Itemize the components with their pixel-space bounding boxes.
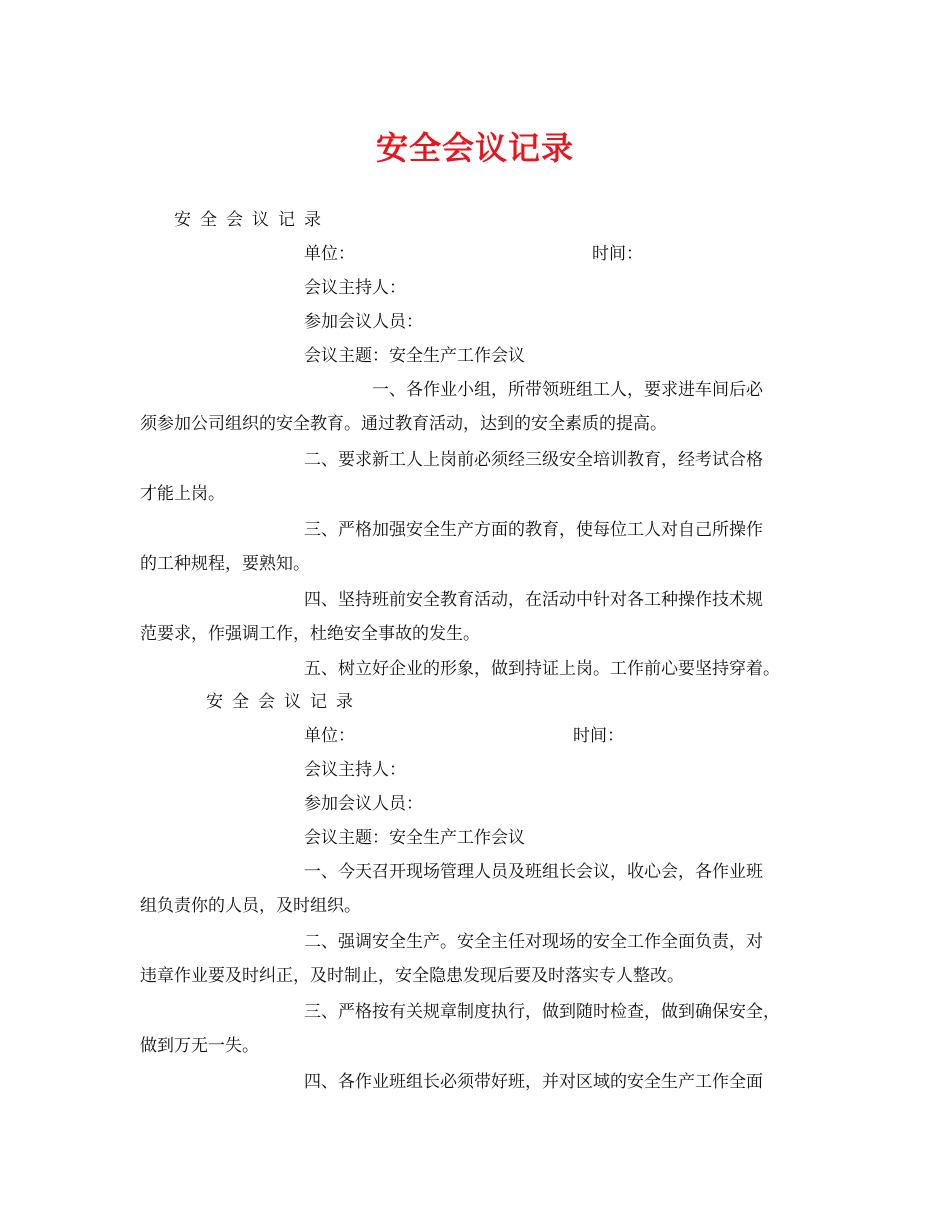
section1-host-label: 会议主持人： bbox=[304, 278, 406, 298]
section2-time-label: 时间： bbox=[573, 726, 624, 746]
section2-host-label: 会议主持人： bbox=[304, 760, 406, 780]
section2-item1-line2: 组负责你的人员，及时组织。 bbox=[140, 896, 361, 916]
section2-heading: 安全会议记录 bbox=[206, 692, 362, 712]
section1-item1-line2: 须参加公司组织的安全教育。通过教育活动，达到的安全素质的提高。 bbox=[140, 414, 667, 434]
section1-item5-line1: 五、树立好企业的形象，做到持证上岗。工作前心要坚持穿着。 bbox=[304, 659, 780, 679]
section1-item3-line1: 三、严格加强安全生产方面的教育，使每位工人对自己所操作 bbox=[304, 520, 763, 540]
section2-item2-line1: 二、强调安全生产。安全主任对现场的安全工作全面负责，对 bbox=[304, 932, 763, 952]
section2-item4-line1: 四、各作业班组长必须带好班，并对区域的安全生产工作全面 bbox=[304, 1072, 763, 1092]
section1-item3-line2: 的工种规程，要熟知。 bbox=[140, 554, 310, 574]
section2-item1-line1: 一、今天召开现场管理人员及班组长会议，收心会，各作业班 bbox=[304, 862, 763, 882]
section2-item3-line1: 三、严格按有关规章制度执行，做到随时检查，做到确保安全， bbox=[304, 1002, 780, 1022]
section1-item2-line2: 才能上岗。 bbox=[140, 484, 225, 504]
section1-item2-line1: 二、要求新工人上岗前必须经三级安全培训教育，经考试合格 bbox=[304, 450, 763, 470]
section1-time-label: 时间： bbox=[592, 244, 643, 264]
section2-item2-line2: 违章作业要及时纠正，及时制止，安全隐患发现后要及时落实专人整改。 bbox=[140, 966, 684, 986]
section1-topic: 会议主题：安全生产工作会议 bbox=[304, 346, 525, 366]
section2-topic: 会议主题：安全生产工作会议 bbox=[304, 828, 525, 848]
section2-unit-label: 单位： bbox=[304, 726, 355, 746]
section1-item1-line1: 一、各作业小组，所带领班组工人，要求进车间后必 bbox=[372, 380, 763, 400]
section1-attendees-label: 参加会议人员： bbox=[304, 312, 423, 332]
section2-attendees-label: 参加会议人员： bbox=[304, 794, 423, 814]
document-title: 安全会议记录 bbox=[375, 129, 574, 167]
section1-item4-line1: 四、坚持班前安全教育活动，在活动中针对各工种操作技术规 bbox=[304, 590, 763, 610]
section1-item4-line2: 范要求，作强调工作，杜绝安全事故的发生。 bbox=[140, 624, 480, 644]
section2-item3-line2: 做到万无一失。 bbox=[140, 1036, 259, 1056]
section1-heading: 安全会议记录 bbox=[174, 210, 330, 230]
section1-unit-label: 单位： bbox=[304, 244, 355, 264]
